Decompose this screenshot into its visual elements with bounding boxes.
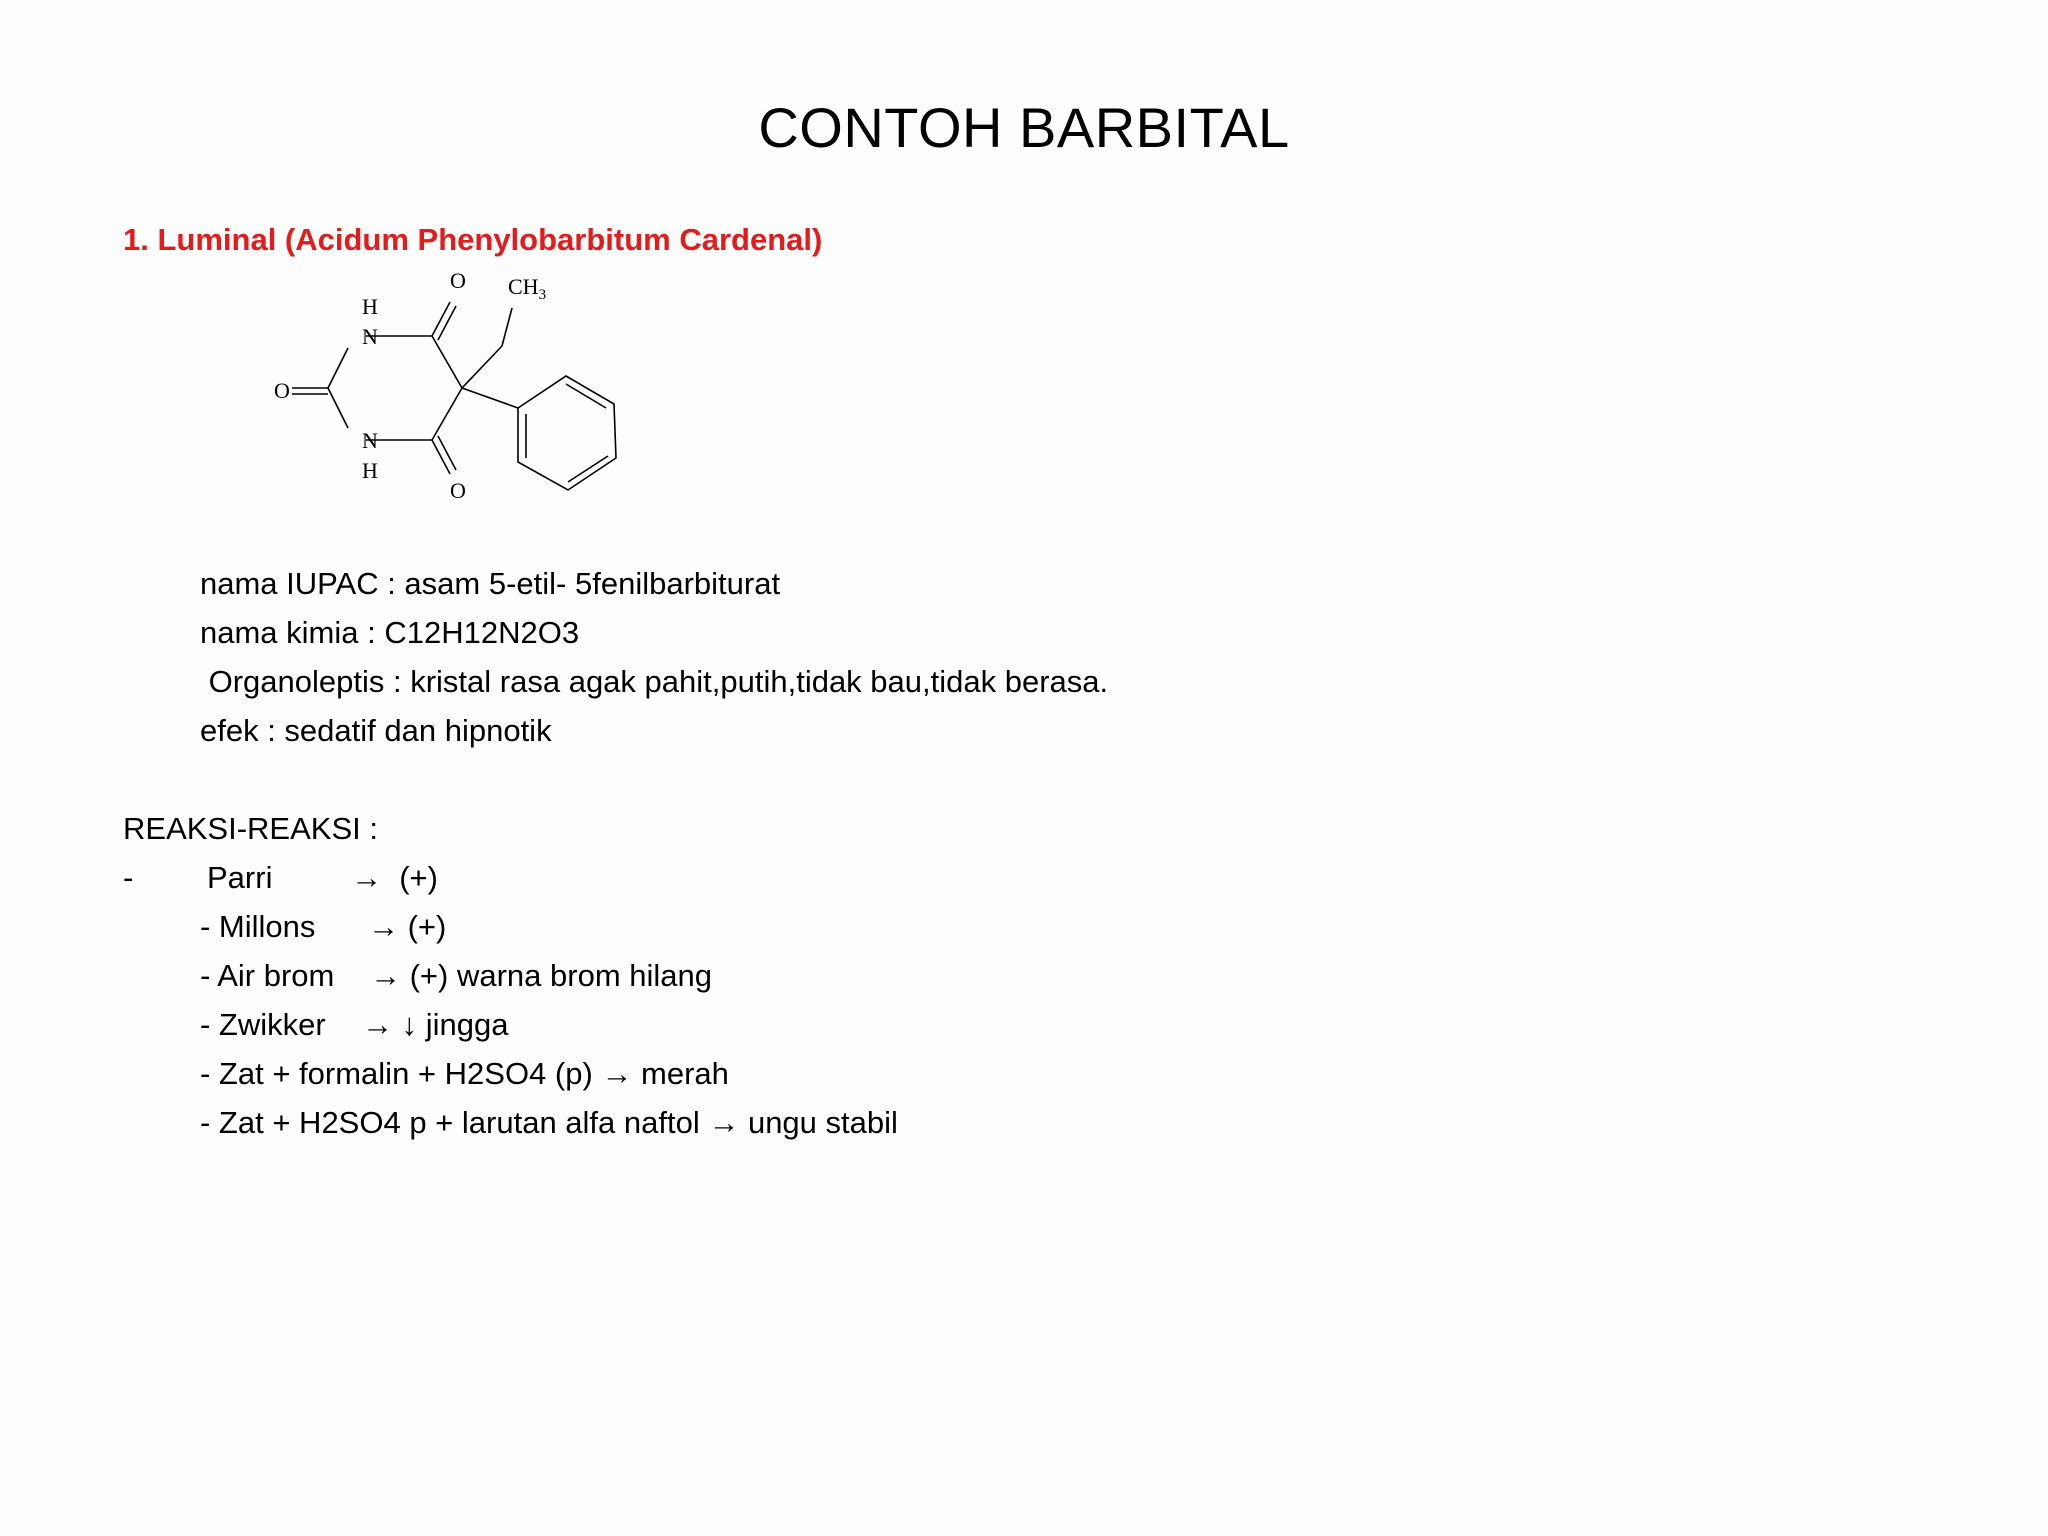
property-iupac: nama IUPAC : asam 5-etil- 5fenilbarbiturat [200, 566, 781, 601]
ch3-label: $CH_3$ [508, 274, 547, 303]
reaction-formalin: - Zat + formalin + H2SO4 (p) → merah [200, 1056, 729, 1091]
oxygen-left-label: O [274, 378, 290, 403]
hydrogen-bottom-label: H [362, 458, 378, 483]
reaction-airbrom-name: - Air brom [200, 958, 335, 993]
hydrogen-top-label: H [362, 294, 378, 319]
reaction-zwikker-result: → ↓ jingga [362, 1007, 509, 1042]
reaction-alfa-naftol: - Zat + H2SO4 p + larutan alfa naftol → ungu stabil [200, 1105, 898, 1140]
reaction-airbrom-result: → (+) warna brom hilang [370, 958, 712, 993]
section-heading: 1. Luminal (Acidum Phenylobarbitum Cardenal) [123, 222, 823, 257]
oxygen-bottom-label: O [450, 478, 466, 503]
reaction-parri-name: Parri [207, 860, 273, 895]
phenobarbital-structure-diagram [260, 262, 660, 512]
reaction-parri-result: → (+) [351, 860, 438, 895]
reaction-millons-name: - Millons [200, 909, 316, 944]
oxygen-top-label: O [450, 268, 466, 293]
property-formula: nama kimia : C12H12N2O3 [200, 615, 580, 650]
nitrogen-top-label: N [362, 324, 378, 349]
property-organoleptic: Organoleptis : kristal rasa agak pahit,putih,tidak bau,tidak berasa. [200, 664, 1109, 699]
slide-title: CONTOH BARBITAL [758, 96, 1290, 159]
reaction-dash: - [123, 860, 134, 895]
reactions-heading: REAKSI-REAKSI : [123, 811, 378, 846]
property-effect: efek : sedatif dan hipnotik [200, 713, 552, 748]
reaction-millons-result: → (+) [368, 909, 447, 944]
nitrogen-bottom-label: N [362, 428, 378, 453]
reaction-zwikker-name: - Zwikker [200, 1007, 326, 1042]
